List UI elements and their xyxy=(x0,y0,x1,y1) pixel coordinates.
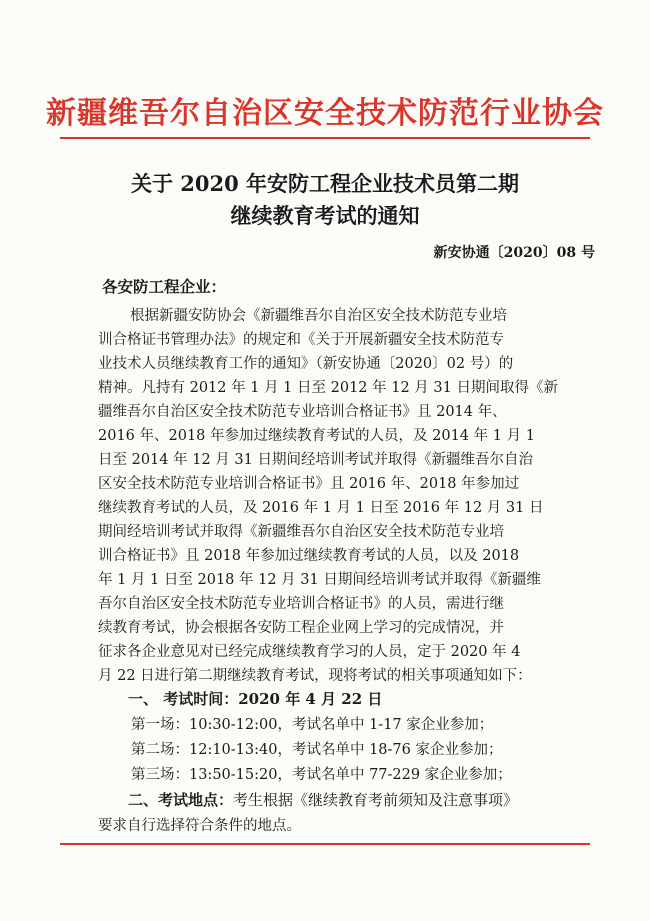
body-line: 区安全技术防范专业培训合格证书》且 2016 年、2018 年参加过 xyxy=(98,476,520,492)
exam-session: 第一场：10:30-12:00，考试名单中 1-17 家企业参加； xyxy=(131,717,494,733)
body-line: 要求自行选择符合条件的地点。 xyxy=(98,818,301,834)
organization-header: 新疆维吾尔自治区安全技术防范行业协会 xyxy=(46,96,604,131)
body-line: 2016 年、2018 年参加过继续教育考试的人员，及 2014 年 1 月 1 xyxy=(98,428,535,444)
body-line: 业技术人员继续教育工作的通知》（新安协通〔2020〕02 号）的 xyxy=(98,356,514,372)
salutation: 各安防工程企业： xyxy=(102,277,227,296)
body-line: 期间经培训考试并取得《新疆维吾尔自治区安全技术防范专业培 xyxy=(98,524,504,540)
section-exam-time: 一、 考试时间：2020 年 4 月 22 日 xyxy=(128,690,383,708)
body-line: 精神。凡持有 2012 年 1 月 1 日至 2012 年 12 月 31 日期间取得《新 xyxy=(98,380,558,396)
footer-divider xyxy=(60,843,590,845)
section-exam-location-label: 二、考试地点： xyxy=(128,791,234,809)
body-line: 疆维吾尔自治区安全技术防范专业培训合格证书》且 2014 年、 xyxy=(98,404,507,420)
exam-session: 第二场：12:10-13:40，考试名单中 18-76 家企业参加； xyxy=(131,742,503,758)
body-line: 年 1 月 1 日至 2018 年 12 月 31 日期间经培训考试并取得《新疆维 xyxy=(98,572,541,588)
body-line: 征求各企业意见对已经完成继续教育学习的人员，定于 2020 年 4 xyxy=(98,644,521,660)
header-divider xyxy=(60,137,590,139)
exam-session: 第三场：13:50-15:20，考试名单中 77-229 家企业参加； xyxy=(131,767,512,783)
body-line: 继续教育考试的人员，及 2016 年 1 月 1 日至 2016 年 12 月 31 日 xyxy=(98,500,544,516)
body-line: 日至 2014 年 12 月 31 日期间经培训考试并取得《新疆维吾尔自治 xyxy=(98,452,533,468)
body-line: 训合格证书管理办法》的规定和《关于开展新疆安全技术防范专 xyxy=(98,332,504,348)
body-line: 续教育考试，协会根据各安防工程企业网上学习的完成情况，并 xyxy=(98,620,504,636)
body-line: 吾尔自治区安全技术防范专业培训合格证书》的人员，需进行继 xyxy=(98,596,504,612)
body-line: 训合格证书》且 2018 年参加过继续教育考试的人员，以及 2018 xyxy=(98,548,520,564)
body-line: 月 22 日进行第二期继续教育考试，现将考试的相关事项通知如下： xyxy=(98,668,532,684)
section-exam-location xyxy=(128,789,518,810)
notice-title-line-1: 关于 2020 年安防工程企业技术员第二期 xyxy=(130,171,520,196)
body-line: 根据新疆安防协会《新疆维吾尔自治区安全技术防范专业培 xyxy=(130,308,507,324)
notice-title-line-2: 继续教育考试的通知 xyxy=(230,203,420,228)
document-number: 新安协通〔2020〕08 号 xyxy=(433,245,595,261)
section-exam-location-text: 考生根据《继续教育考前须知及注意事项》 xyxy=(233,791,519,809)
